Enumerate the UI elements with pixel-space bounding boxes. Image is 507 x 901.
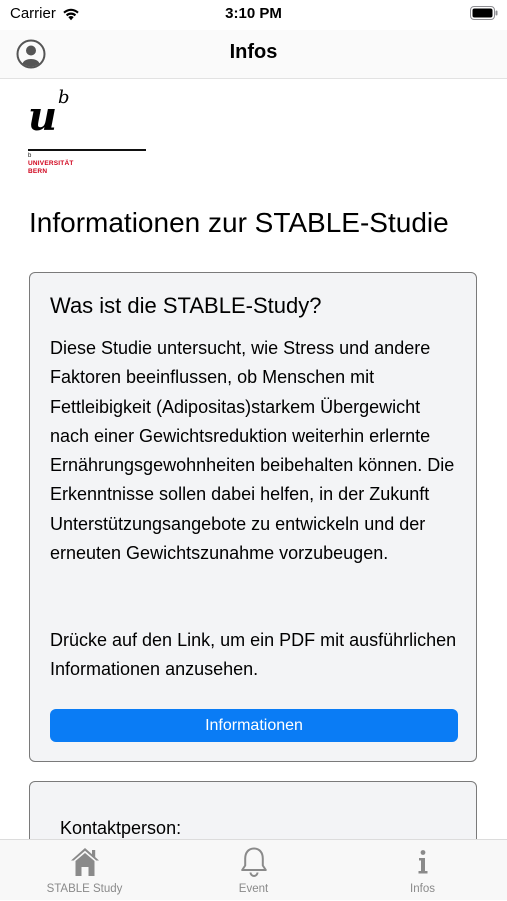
tab-label: Infos: [410, 883, 435, 895]
tab-label: Event: [238, 883, 269, 895]
status-time: 3:10 PM: [225, 5, 282, 22]
house-icon: [68, 845, 102, 879]
card-title: Was ist die STABLE-Study?: [50, 293, 322, 318]
logo-rule: [28, 149, 146, 151]
navigation-bar: [0, 30, 507, 79]
bell-icon: [237, 845, 271, 879]
tab-label: STABLE Study: [46, 883, 123, 895]
logo-mark-b: b: [58, 87, 70, 108]
page-title: Informationen zur STABLE-Studie: [29, 207, 449, 238]
tab-stable-study[interactable]: [0, 840, 169, 901]
contact-card: [29, 781, 477, 839]
logo-wordmark-line1: UNIVERSITÄT: [28, 160, 74, 167]
tab-bar: [0, 839, 507, 900]
nav-title: Infos: [229, 41, 278, 63]
contact-person-label: Kontaktperson:: [60, 818, 182, 838]
content-scroll-area[interactable]: [0, 79, 507, 839]
tab-infos[interactable]: [338, 840, 507, 901]
about-study-card: [29, 272, 477, 762]
logo-mark-u: u: [28, 93, 58, 140]
card-description: Diese Studie untersucht, wie Stress und andere Faktoren beeinflussen, ob Menschen mit Fettleibigkeit (Adipositas)starkem Übergewicht nach einer Gewichtsreduktion weiterhin erlernte Ernährungsgewohnheiten beibehalten können. Die Erkenntnisse sollen dabei helfen, in der Zukunft Unterstützungsangebote zu entwickeln und der erneuten Gewichtszunahme vorzubeugen.: [50, 338, 455, 564]
status-bar: [0, 0, 507, 30]
informationen-button[interactable]: Informationen: [50, 709, 458, 742]
carrier-label: Carrier: [10, 5, 56, 22]
logo-wordmark: [28, 160, 74, 176]
logo-wordmark-line2: BERN: [28, 168, 48, 175]
battery-icon: [470, 6, 498, 20]
card-link-hint: Drücke auf den Link, um ein PDF mit ausführlichen Informationen anzusehen.: [50, 630, 457, 680]
logo-small-b: b: [28, 153, 32, 159]
tab-event[interactable]: [169, 840, 338, 901]
university-logo: [28, 87, 148, 182]
info-icon: [406, 845, 440, 879]
